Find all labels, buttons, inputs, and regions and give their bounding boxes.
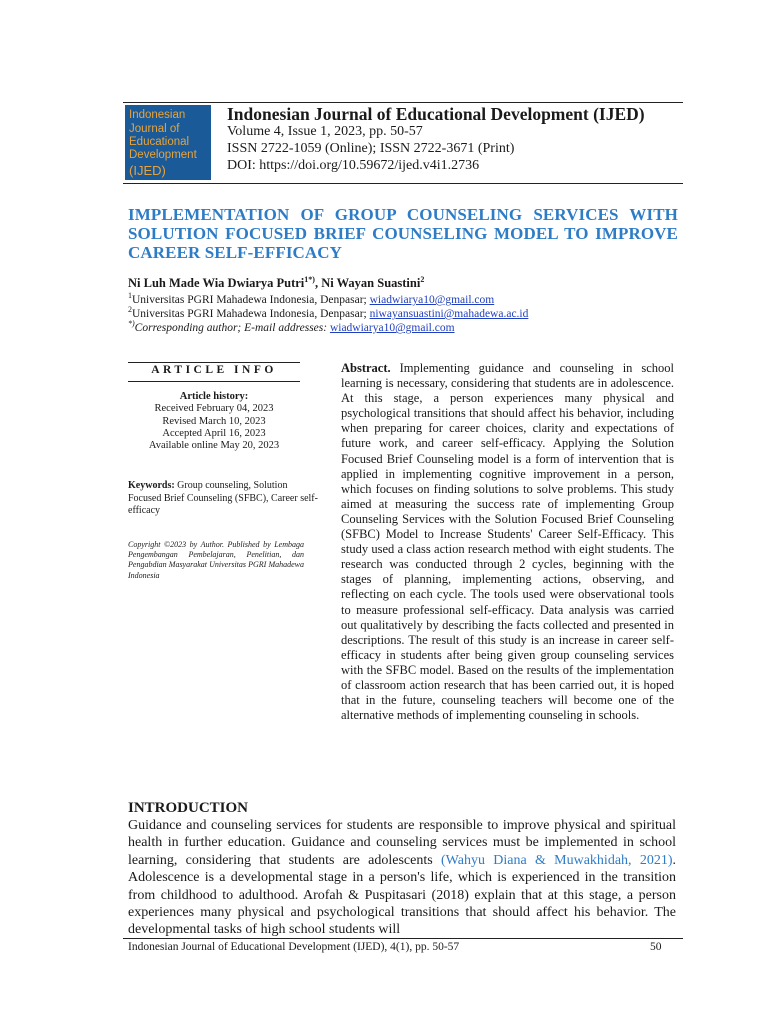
journal-issn: ISSN 2722-1059 (Online); ISSN 2722-3671 (Print) [227,141,515,156]
logo-abbreviation: (IJED) [129,163,166,178]
affiliation-text: Universitas PGRI Mahadewa Indonesia, Denpasar; [132,293,370,306]
journal-doi: DOI: https://doi.org/10.59672/ijed.v4i1.2736 [227,158,480,173]
affiliation-text: Universitas PGRI Mahadewa Indonesia, Denpasar; [132,307,370,320]
author-name: Ni Luh Made Wia Dwiarya Putri [128,276,305,291]
journal-title: Indonesian Journal of Educational Development (IJED) [227,104,645,124]
copyright-notice: Copyright ©2023 by Author. Published by Lembaga Pengembangan Pembelajaran, Penelitian, dan Pengabdian Masyarakat Universitas PGRI Mahadewa Indonesia [128,540,304,580]
received-date: Received February 04, 2023 [154,403,274,414]
logo-text-line: Development [129,149,197,161]
page-number: 50 [650,941,662,953]
logo-text-line: Educational [129,136,190,148]
corresponding-author [128,319,455,334]
abstract [341,361,674,723]
footer-journal-ref: Indonesian Journal of Educational Development (IJED), 4(1), pp. 50-57 [128,941,460,953]
logo-text-line: Journal of [129,123,180,135]
introduction-heading: INTRODUCTION [128,800,249,816]
accepted-date: Accepted April 16, 2023 [162,428,266,439]
citation-link[interactable]: (Wahyu Diana & Muwakhidah, 2021) [440,852,673,868]
intro-text: Guidance and counseling services for students are responsible to improve physical and spiritual health in further education. Guidance and counseling services must be implemented in school learning, considering that students are adolescents [128,818,676,868]
logo-text-line: Indonesian [129,109,186,121]
email-link[interactable]: niwayansuastini@mahadewa.ac.id [369,307,529,320]
article-info-top-rule [128,362,300,363]
article-info-bottom-rule [128,381,300,382]
article-history-label: Article history: [179,391,249,402]
author-name: Ni Wayan Suastini [321,276,421,291]
author-marker: 2 [420,275,425,284]
article-title: IMPLEMENTATION OF GROUP COUNSELING SERVICES WITH SOLUTION FOCUSED BRIEF COUNSELING MODEL TO IMPROVE CAREER SELF-EFFICACY [128,205,678,262]
corresponding-marker: *) [128,319,135,328]
article-info-heading: ARTICLE INFO [151,364,277,376]
affiliation-marker: 1 [128,291,132,300]
available-date: Available online May 20, 2023 [148,440,280,451]
affiliation-1 [128,291,494,306]
affiliation-2 [128,305,528,320]
affiliation-marker: 2 [128,305,132,314]
keywords [128,480,318,518]
author-list [128,275,424,291]
introduction-paragraph [128,817,676,939]
author-marker: 1*) [304,275,315,284]
header-top-rule [123,102,683,103]
email-link[interactable]: wiadwiarya10@gmail.com [369,293,495,306]
corresponding-text: Corresponding author; E-mail addresses: [134,321,330,334]
abstract-label: Abstract. [341,361,391,375]
author-separator: , [314,276,322,291]
footer-rule [123,938,683,939]
keywords-text: Group counseling, Solution Focused Brief Counseling (SFBC), Career self-efficacy [128,480,318,516]
intro-text: . Adolescence is a developmental stage in a person's life, which is experienced in the transition from childhood to adulthood. Arofah & Puspitasari (2018) explain that at this stage, a person experiences many physical and psychological transitions that should affect his behavior. The developmental tasks of high school students will [128,852,676,938]
keywords-label: Keywords: [128,480,175,491]
journal-logo [125,105,211,180]
abstract-text: Implementing guidance and counseling in school learning is necessary, considering that students are in adolescence. At this stage, a person experiences many physical and psychological transitions that should affect his behavior, including when preparing for career choices, clarity and expectations of future work, and career self-efficacy. Applying the Solution Focused Brief Counseling model is a form of intervention that is applied in implementing cognitive improvement in a person, which focuses on finding solutions to solve problems. This study aimed at measuring the success rate of implementing Group Counseling Services with the Solution Focused Brief Counseling (SFBC) Model to Increase Students' Career Self-Efficacy. This study used a class action research method with eight students. The research was conducted through 2 cycles, beginning with the stages of planning, implementing actions, observing, and reflecting on each cycle. The tools used were observational tools to measure professional self-efficacy. Data analysis was carried out qualitatively by describing the facts collected and presented in descriptions. The result of this study is an increase in career self-efficacy in students after being given group counseling services with the SFBC model. Based on the results of the implementation of classroom action research that has been carried out, it is hoped that in the future, counseling teachers will become one of the alternative methods of implementing counseling in schools. [341,361,674,723]
revised-date: Revised March 10, 2023 [162,416,266,427]
header-bottom-rule [123,183,683,184]
email-link[interactable]: wiadwiarya10@gmail.com [329,321,455,334]
journal-volume: Volume 4, Issue 1, 2023, pp. 50-57 [227,124,423,139]
